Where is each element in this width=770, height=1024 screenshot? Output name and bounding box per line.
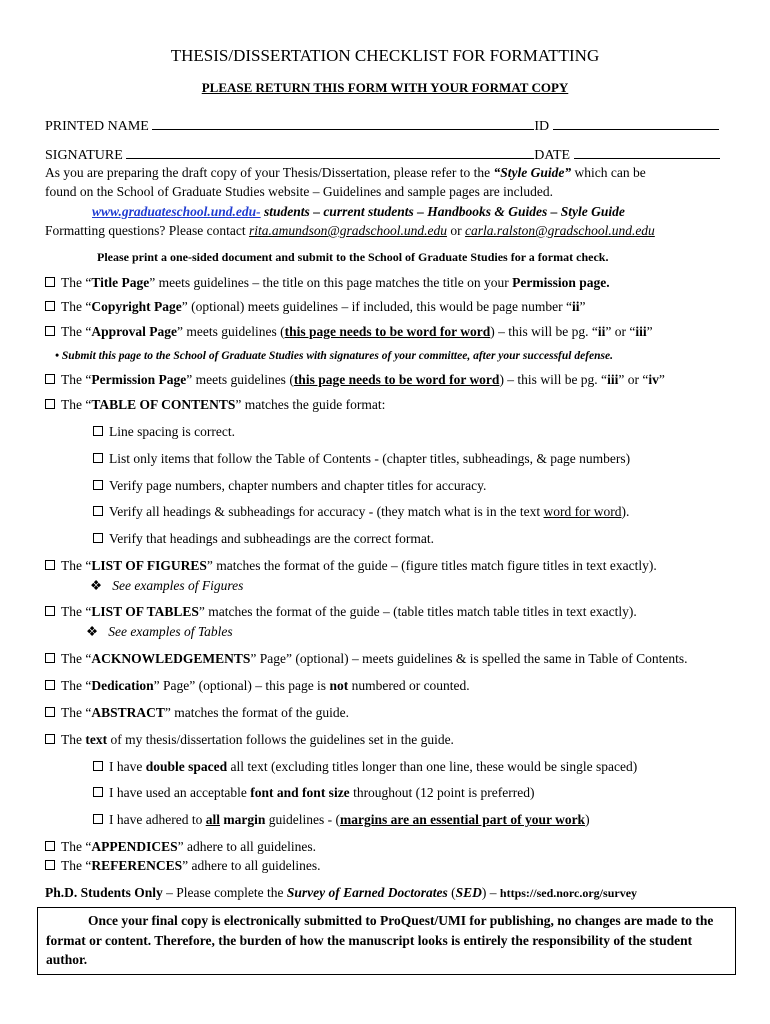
tables-examples-line <box>86 623 233 641</box>
intro-line-2: found on the School of Graduate Studies website – Guidelines and sample pages are included. <box>45 184 553 199</box>
diamond-bullet-icon: ❖ <box>90 578 103 593</box>
check-dedication: The “Dedication” Page” (optional) – this page is not numbered or counted. <box>45 677 470 695</box>
checkbox[interactable] <box>93 480 103 490</box>
id-field[interactable] <box>553 116 719 130</box>
signature-label: SIGNATURE <box>45 148 123 163</box>
checkbox[interactable] <box>45 841 55 851</box>
intro-text: which can be <box>571 165 646 180</box>
checkbox[interactable] <box>45 560 55 570</box>
guide-path: students – current students – Handbooks & Guides – Style Guide <box>260 204 625 219</box>
check-abstract: The “ABSTRACT” matches the format of the guide. <box>45 704 349 722</box>
check-toc-correct-format: Verify that headings and subheadings are the correct format. <box>93 530 434 548</box>
contact-text: or <box>447 223 466 238</box>
check-text: The text of my thesis/dissertation follows the guidelines set in the guide. <box>45 731 454 749</box>
checkbox[interactable] <box>45 734 55 744</box>
check-toc-spacing: Line spacing is correct. <box>93 423 235 441</box>
graduate-school-link[interactable]: www.graduateschool.und.edu- <box>92 204 261 219</box>
checkbox[interactable] <box>45 399 55 409</box>
check-font: I have used an acceptable font and font size throughout (12 point is preferred) <box>93 784 535 802</box>
checkbox[interactable] <box>93 814 103 824</box>
checkbox[interactable] <box>45 606 55 616</box>
checkbox[interactable] <box>93 533 103 543</box>
printed-name-label: PRINTED NAME <box>45 119 149 134</box>
checkbox[interactable] <box>45 326 55 336</box>
checkbox[interactable] <box>45 301 55 311</box>
page-subtitle: PLEASE RETURN THIS FORM WITH YOUR FORMAT COPY <box>201 80 569 95</box>
signature-field[interactable] <box>126 145 534 159</box>
contact-line <box>45 222 655 240</box>
sed-survey-link[interactable]: https://sed.norc.org/survey <box>499 886 638 900</box>
check-margins: I have adhered to all margin guidelines - (margins are an essential part of your work) <box>93 811 590 829</box>
intro-line-1 <box>45 164 646 182</box>
checkbox[interactable] <box>45 860 55 870</box>
date-label: DATE <box>534 148 571 163</box>
final-copy-notice: Once your final copy is electronically submitted to ProQuest/UMI for publishing, no changes are made to the format or content. Therefore, the burden of how the manuscript looks is entirely the responsibility of the student author. <box>46 913 714 967</box>
check-toc-list: List only items that follow the Table of Contents - (chapter titles, subheadings, & page numbers) <box>93 450 630 468</box>
checkbox[interactable] <box>45 680 55 690</box>
check-list-of-tables: The “LIST OF TABLES” matches the format of the guide – (table titles match table titles in text exactly). <box>45 603 637 621</box>
check-double-spaced: I have double spaced all text (excluding titles longer than one line, these would be single spaced) <box>93 758 637 776</box>
intro-text: As you are preparing the draft copy of your Thesis/Dissertation, please refer to the <box>45 165 494 180</box>
style-guide-ref: “Style Guide” <box>493 165 572 180</box>
approval-note: • Submit this page to the School of Graduate Studies with signatures of your committee, after your successful defense. <box>55 350 613 362</box>
checkbox[interactable] <box>45 277 55 287</box>
check-approval-page: The “Approval Page” meets guidelines (this page needs to be word for word) – this will be pg. “ii” or “iii” <box>45 323 653 341</box>
print-note: Please print a one-sided document and submit to the School of Graduate Studies for a format check. <box>97 250 609 264</box>
id-label: ID <box>534 119 550 134</box>
check-permission-page: The “Permission Page” meets guidelines (this page needs to be word for word) – this will be pg. “iii” or “iv” <box>45 371 665 389</box>
checkbox[interactable] <box>45 707 55 717</box>
checkbox[interactable] <box>45 374 55 384</box>
checkbox[interactable] <box>93 506 103 516</box>
figures-examples-link[interactable]: See examples of Figures <box>112 578 244 593</box>
check-table-of-contents: The “TABLE OF CONTENTS” matches the guide format: <box>45 396 385 414</box>
checkbox[interactable] <box>45 653 55 663</box>
signature-date-row <box>45 145 720 165</box>
guide-path-line <box>92 203 625 221</box>
page-title: THESIS/DISSERTATION CHECKLIST FOR FORMATTING <box>170 46 600 65</box>
check-appendices: The “APPENDICES” adhere to all guidelines. <box>45 838 316 856</box>
printed-name-field[interactable] <box>152 116 534 130</box>
tables-examples-link[interactable]: See examples of Tables <box>108 624 233 639</box>
contact-text: Formatting questions? Please contact <box>45 223 249 238</box>
email-link-rita[interactable]: rita.amundson@gradschool.und.edu <box>248 223 448 238</box>
check-references: The “REFERENCES” adhere to all guidelines. <box>45 857 320 875</box>
checkbox[interactable] <box>93 787 103 797</box>
name-id-row <box>45 116 719 136</box>
final-copy-notice-box <box>37 907 736 975</box>
diamond-bullet-icon: ❖ <box>86 624 99 639</box>
checkbox[interactable] <box>93 761 103 771</box>
date-field[interactable] <box>574 145 720 159</box>
check-toc-verify-numbers: Verify page numbers, chapter numbers and chapter titles for accuracy. <box>93 477 486 495</box>
figures-examples-line <box>90 577 243 595</box>
check-list-of-figures: The “LIST OF FIGURES” matches the format of the guide – (figure titles match figure titles in text exactly). <box>45 557 657 575</box>
checkbox[interactable] <box>93 426 103 436</box>
check-acknowledgements: The “ACKNOWLEDGEMENTS” Page” (optional) – meets guidelines & is spelled the same in Table of Contents. <box>45 650 687 668</box>
check-title-page: The “Title Page” meets guidelines – the title on this page matches the title on your Permission page. <box>45 274 610 292</box>
check-copyright-page: The “Copyright Page” (optional) meets guidelines – if included, this would be page number “ii” <box>45 298 586 316</box>
phd-survey-line: Ph.D. Students Only – Please complete the Survey of Earned Doctorates (SED) – https://sed.norc.org/survey <box>45 885 638 900</box>
checkbox[interactable] <box>93 453 103 463</box>
check-toc-verify-headings: Verify all headings & subheadings for accuracy - (they match what is in the text word for word). <box>93 503 629 521</box>
email-link-carla[interactable]: carla.ralston@gradschool.und.edu <box>465 223 655 238</box>
